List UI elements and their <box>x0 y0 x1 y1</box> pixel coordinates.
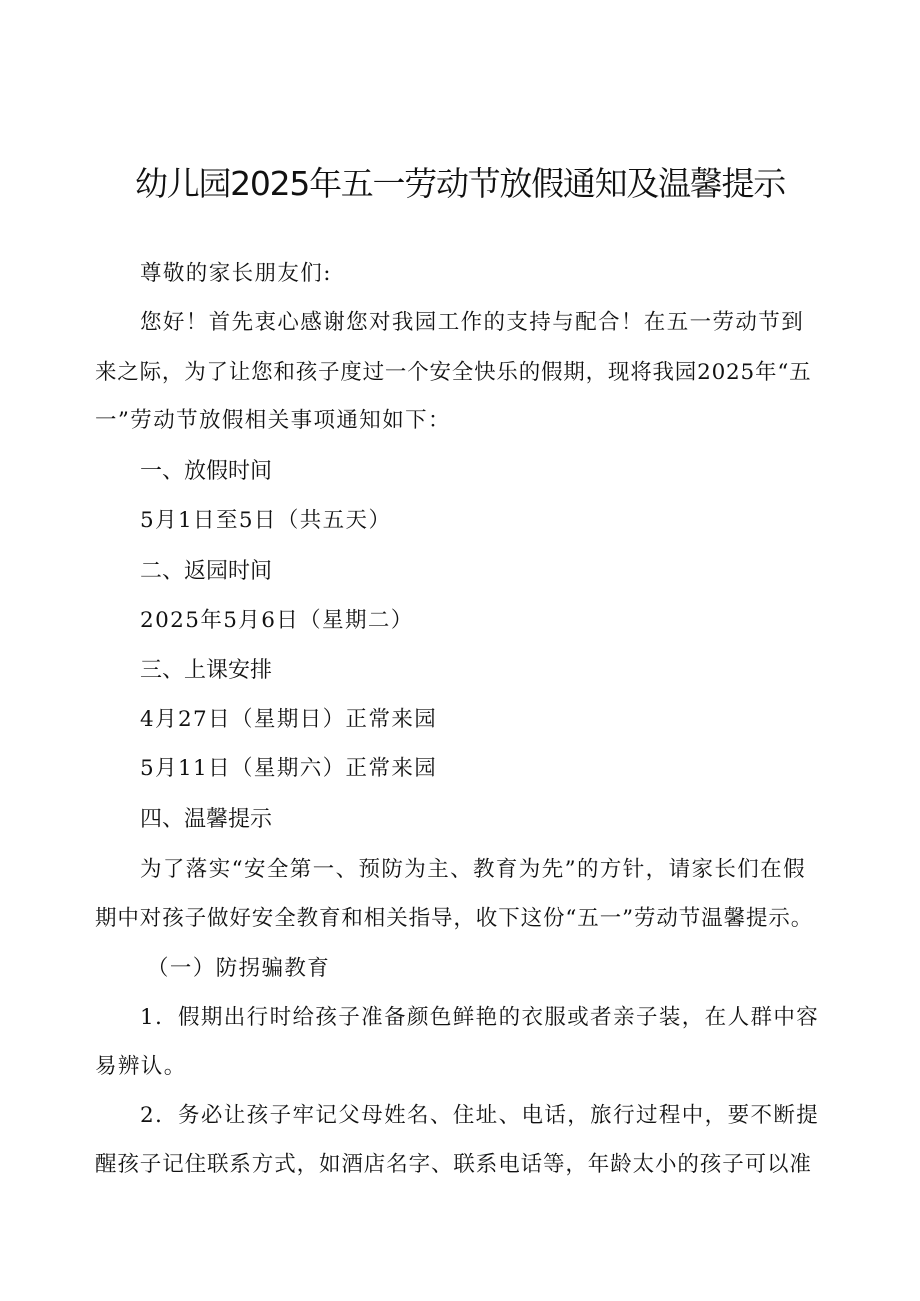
tips-subheading: （一）防拐骗教育 <box>147 956 331 981</box>
section-heading-tips: 四、温馨提示 <box>140 807 273 832</box>
intro-line-2: 来之际，为了让您和孩子度过一个安全快乐的假期，现将我园2025年“五 <box>95 360 812 385</box>
return-date: 2025年5月6日（星期二） <box>140 608 414 633</box>
class-day-2: 5月11日（星期六）正常来园 <box>140 756 438 781</box>
document-title: 幼儿园2025年五一劳动节放假通知及温馨提示 <box>135 164 785 203</box>
section-heading-return: 二、返园时间 <box>140 559 273 584</box>
section-heading-holiday: 一、放假时间 <box>140 459 273 484</box>
intro-line-3: 一”劳动节放假相关事项通知如下： <box>95 408 451 433</box>
tip-2-line-2: 醒孩子记住联系方式，如酒店名字、联系电话等，年龄太小的孩子可以准 <box>95 1152 812 1177</box>
tip-1-line-2: 易辨认。 <box>95 1054 187 1079</box>
salutation: 尊敬的家长朋友们: <box>140 261 332 286</box>
tips-line-2: 期中对孩子做好安全教育和相关指导，收下这份“五一”劳动节温馨提示。 <box>95 906 814 931</box>
class-day-1: 4月27日（星期日）正常来园 <box>140 707 438 732</box>
tips-line-1: 为了落实“安全第一、预防为主、教育为先”的方针，请家长们在假 <box>140 857 806 882</box>
section-heading-classes: 三、上课安排 <box>140 658 273 683</box>
holiday-dates: 5月1日至5日（共五天） <box>140 508 392 533</box>
tip-2-line-1: 2．务必让孩子牢记父母姓名、住址、电话，旅行过程中，要不断提 <box>140 1103 820 1128</box>
intro-line-1: 您好！首先衷心感谢您对我园工作的支持与配合！在五一劳动节到 <box>140 310 805 335</box>
tip-1-line-1: 1．假期出行时给孩子准备颜色鲜艳的衣服或者亲子装，在人群中容 <box>140 1005 820 1030</box>
